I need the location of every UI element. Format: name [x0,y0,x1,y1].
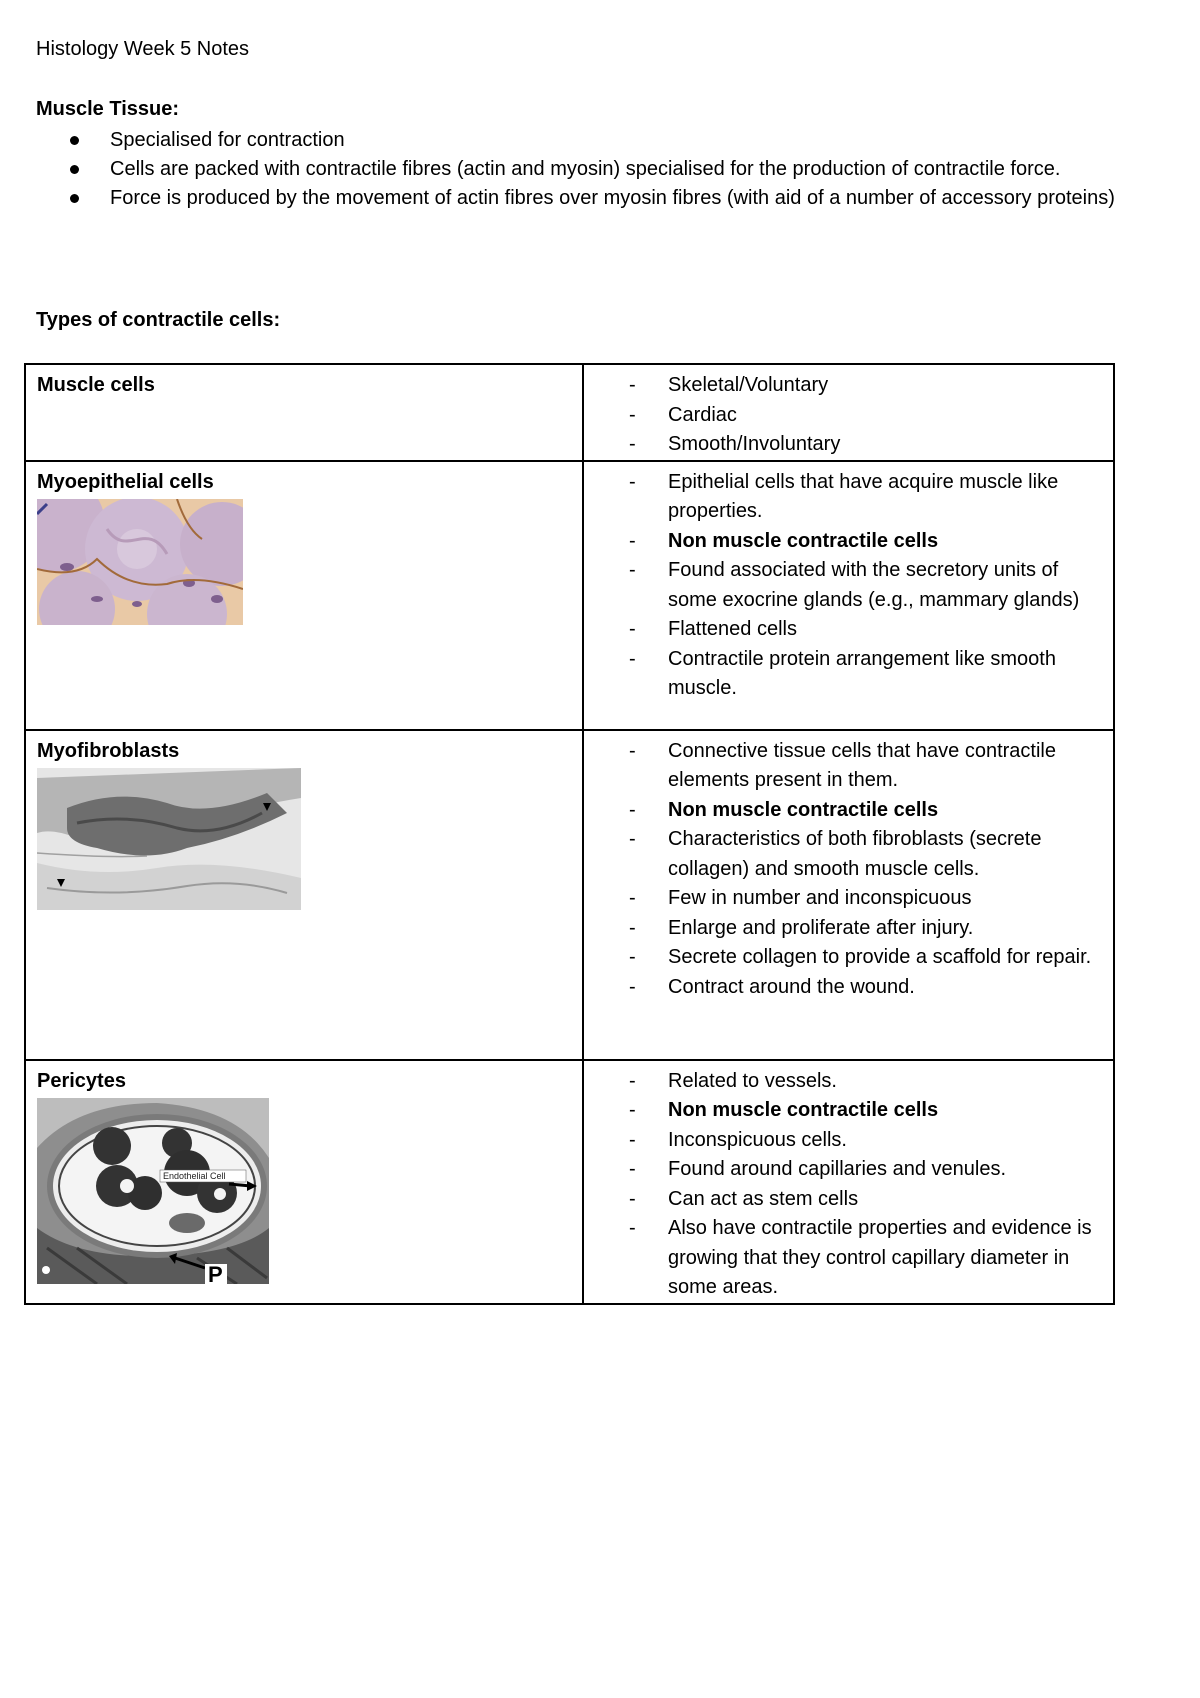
list-item: - Connective tissue cells that have contractile elements present in them. [629,739,1056,791]
myoepithelial-micrograph-image [37,499,243,625]
list-item: - Can act as stem cells [629,1187,859,1210]
list-item: - Found associated with the secretory units of some exocrine glands (e.g., mammary glands) [629,559,1080,611]
points-list [584,1067,1103,1303]
list-item: Force is produced by the movement of actin fibres over myosin fibres (with aid of a number of accessory proteins) [36,184,1126,213]
points-list [584,468,1103,704]
points-list [584,371,1103,460]
cell-type-name: Muscle cells [37,374,155,396]
list-item: - Secrete collagen to provide a scaffold for repair. [629,946,1092,968]
endothelial-cell-label: Endothelial Cell [163,1170,226,1181]
list-item: - Contractile protein arrangement like smooth muscle. [629,647,1056,699]
points-list [584,737,1103,1003]
list-item: - Related to vessels. [629,1069,837,1092]
bullet-icon [70,136,79,145]
list-item: - Flattened cells [629,618,797,640]
table-cell [583,461,1114,730]
list-item: - Epithelial cells that have acquire muscle like properties. [629,470,1059,522]
list-item: - Non muscle contractile cells [629,529,939,552]
cell-type-name: Myofibroblasts [37,739,180,762]
list-item: - Found around capillaries and venules. [629,1158,1006,1180]
list-item: - Cardiac [629,403,737,426]
pericyte-label: P [208,1261,223,1284]
bullet-icon [70,194,79,203]
muscle-tissue-heading: Muscle Tissue: [36,98,180,120]
table-row [25,730,1114,1060]
list-item: - Characteristics of both fibroblasts (secrete collagen) and smooth muscle cells. [629,828,1042,880]
document-title: Histology Week 5 Notes [36,38,250,60]
list-item: - Enlarge and proliferate after injury. [629,916,974,939]
table-cell [25,1060,583,1304]
table-row [25,1060,1114,1304]
table-cell [25,364,583,461]
list-item: Cells are packed with contractile fibres (actin and myosin) specialised for the production of contractile force. [36,155,1126,184]
table-cell [25,461,583,730]
table-row [25,364,1114,461]
list-item: - Few in number and inconspicuous [629,887,972,909]
list-item: Specialised for contraction [36,126,1126,155]
bullet-icon [70,165,79,174]
list-item: - Smooth/Involuntary [629,433,841,455]
list-item: - Skeletal/Voluntary [629,374,829,396]
contractile-cells-table [24,363,1115,1305]
pericyte-micrograph-image [37,1098,269,1284]
muscle-tissue-list [36,126,1126,213]
list-item: - Non muscle contractile cells [629,1099,939,1121]
myofibroblast-micrograph-image [37,768,301,910]
table-cell [583,1060,1114,1304]
list-item: - Inconspicuous cells. [629,1128,847,1151]
table-cell [583,364,1114,461]
list-item: - Contract around the wound. [629,975,915,998]
table-cell [25,730,583,1060]
cell-type-name: Myoepithelial cells [37,470,214,493]
cell-type-name: Pericytes [37,1069,126,1092]
list-item: - Also have contractile properties and evidence is growing that they control capillary diameter in some areas. [629,1217,1092,1298]
list-item: - Non muscle contractile cells [629,798,939,821]
table-cell [583,730,1114,1060]
types-heading: Types of contractile cells: [36,309,281,331]
table-row [25,461,1114,730]
